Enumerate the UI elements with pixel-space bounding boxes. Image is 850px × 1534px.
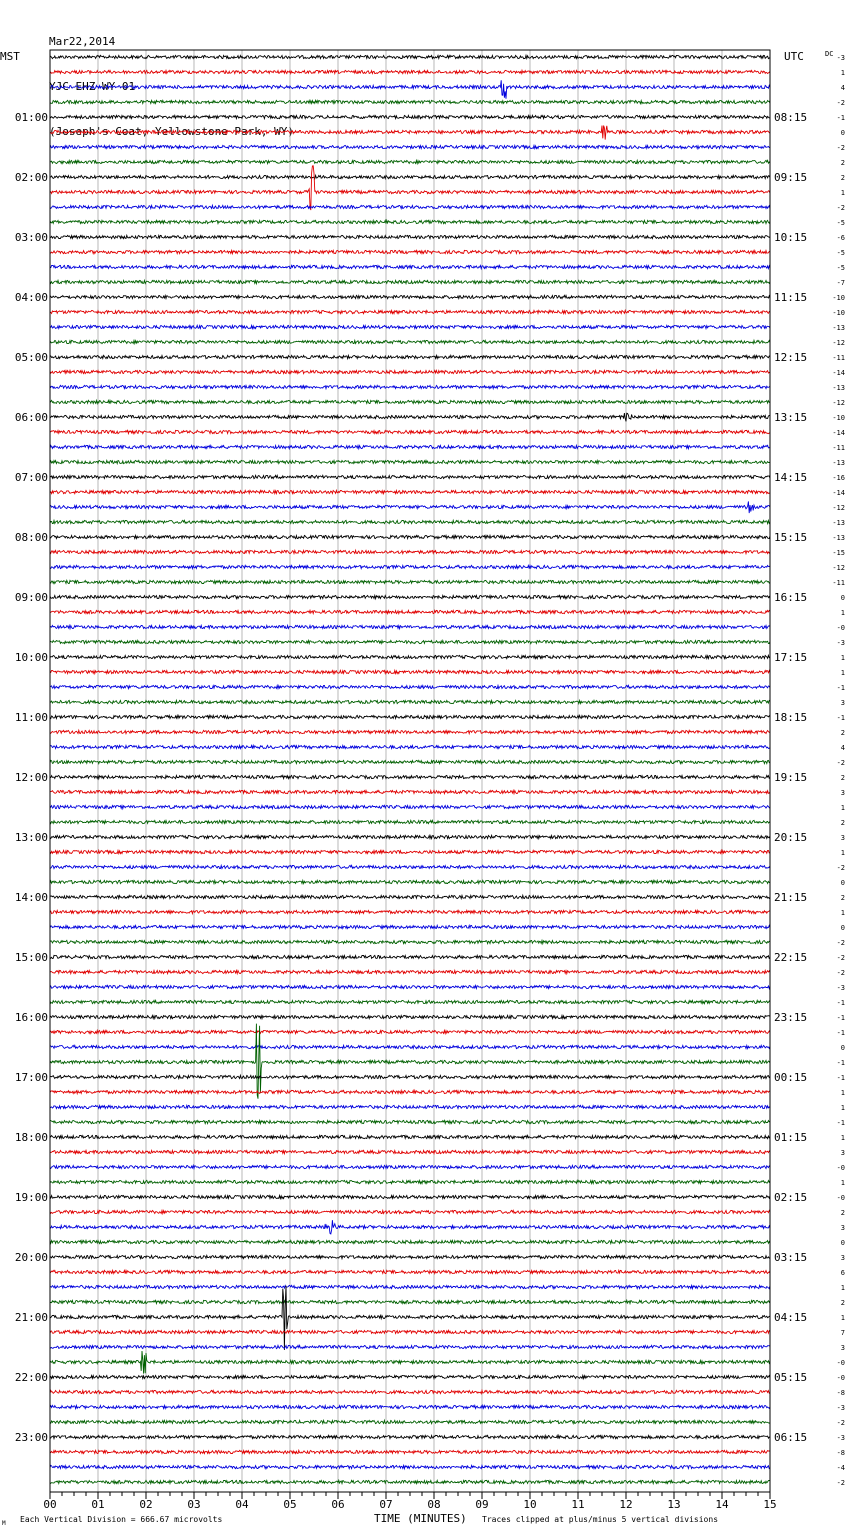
dc-offset-label: -1 [836, 1059, 845, 1067]
dc-offset-label: -1 [836, 1074, 845, 1082]
trace-5 [50, 126, 770, 140]
trace-65 [50, 1030, 770, 1033]
trace-82 [50, 1285, 770, 1288]
dc-offset-label: 2 [840, 819, 845, 827]
trace-30 [50, 501, 770, 513]
trace-71 [50, 1120, 770, 1123]
dc-offset-label: 1 [840, 609, 845, 617]
trace-10 [50, 205, 770, 208]
trace-25 [50, 430, 770, 433]
station-label: YJC EHZ WY 01 [49, 80, 136, 93]
dc-offset-label: -13 [832, 324, 845, 332]
dc-offset-label: -11 [832, 579, 845, 587]
dc-offset-label: -7 [836, 279, 845, 287]
trace-86 [50, 1345, 770, 1348]
trace-0 [50, 55, 770, 58]
dc-offset-label: -3 [836, 639, 845, 647]
dc-offset-label: -12 [832, 339, 845, 347]
dc-offset-label: 3 [840, 789, 845, 797]
trace-2 [50, 80, 770, 98]
right-hour-label: 13:15 [774, 411, 808, 424]
trace-17 [50, 310, 770, 313]
dc-offset-label: 3 [840, 1344, 845, 1352]
dc-offset-label: -2 [836, 954, 845, 962]
right-hour-label: 18:15 [774, 711, 808, 724]
x-tick-label: 15 [763, 1498, 777, 1511]
dc-offset-label: 3 [840, 834, 845, 842]
left-hour-label: 15:00 [14, 951, 48, 964]
trace-46 [50, 745, 770, 748]
trace-36 [50, 595, 770, 598]
x-tick-label: 01 [91, 1498, 105, 1511]
trace-55 [50, 880, 770, 883]
trace-79 [50, 1240, 770, 1243]
right-hour-label: 20:15 [774, 831, 808, 844]
dc-offset-label: -10 [832, 294, 845, 302]
trace-12 [50, 235, 770, 238]
left-hour-label: 23:00 [14, 1431, 48, 1444]
x-tick-label: 00 [43, 1498, 57, 1511]
trace-18 [50, 325, 770, 328]
x-tick-label: 12 [619, 1498, 633, 1511]
right-hour-label: 16:15 [774, 591, 808, 604]
x-tick-label: 02 [139, 1498, 153, 1511]
left-hour-label: 16:00 [14, 1011, 48, 1024]
dc-offset-label: 7 [840, 1329, 845, 1337]
dc-offset-label: -1 [836, 714, 845, 722]
left-hour-label: 20:00 [14, 1251, 48, 1264]
dc-offset-label: 0 [840, 594, 845, 602]
dc-offset-label: 2 [840, 1209, 845, 1217]
dc-offset-label: 2 [840, 174, 845, 182]
trace-80 [50, 1255, 770, 1258]
trace-40 [50, 655, 770, 658]
trace-11 [50, 220, 770, 223]
trace-75 [50, 1180, 770, 1183]
trace-92 [50, 1435, 770, 1438]
dc-offset-label: 1 [840, 1089, 845, 1097]
dc-column-label: DC [825, 50, 834, 58]
dc-offset-label: 1 [840, 909, 845, 917]
trace-77 [50, 1210, 770, 1213]
right-hour-label: 05:15 [774, 1371, 808, 1384]
trace-3 [50, 100, 770, 103]
dc-offset-label: -10 [832, 309, 845, 317]
trace-88 [50, 1375, 770, 1378]
trace-69 [50, 1090, 770, 1093]
dc-offset-label: 1 [840, 804, 845, 812]
trace-93 [50, 1450, 770, 1453]
axis-labels [0, 50, 845, 1511]
trace-89 [50, 1390, 770, 1393]
trace-53 [50, 850, 770, 853]
left-hour-label: 07:00 [14, 471, 48, 484]
dc-offset-label: 1 [840, 1314, 845, 1322]
trace-16 [50, 295, 770, 298]
x-tick-label: 05 [283, 1498, 297, 1511]
trace-76 [50, 1195, 770, 1198]
dc-offset-label: -2 [836, 939, 845, 947]
x-tick-label: 13 [667, 1498, 681, 1511]
dc-offset-label: -16 [832, 474, 845, 482]
trace-51 [50, 820, 770, 823]
trace-22 [50, 385, 770, 388]
left-hour-label: 14:00 [14, 891, 48, 904]
dc-offset-label: -2 [836, 1479, 845, 1487]
trace-37 [50, 610, 770, 613]
trace-73 [50, 1150, 770, 1153]
traces [50, 55, 770, 1483]
right-hour-label: 01:15 [774, 1131, 808, 1144]
dc-offset-label: -8 [836, 1389, 845, 1397]
right-hour-label: 10:15 [774, 231, 808, 244]
trace-27 [50, 460, 770, 463]
trace-34 [50, 565, 770, 568]
left-hour-label: 13:00 [14, 831, 48, 844]
dc-offset-label: -13 [832, 534, 845, 542]
dc-offset-label: 2 [840, 894, 845, 902]
dc-offset-label: 3 [840, 699, 845, 707]
dc-offset-label: -6 [836, 234, 845, 242]
trace-95 [50, 1480, 770, 1483]
left-hour-label: 10:00 [14, 651, 48, 664]
right-hour-label: 09:15 [774, 171, 808, 184]
trace-94 [50, 1465, 770, 1468]
trace-21 [50, 370, 770, 373]
left-hour-label: 21:00 [14, 1311, 48, 1324]
trace-84 [50, 1286, 770, 1350]
x-axis-label: TIME (MINUTES) [374, 1512, 467, 1525]
x-tick-label: 10 [523, 1498, 537, 1511]
dc-offset-label: -11 [832, 444, 845, 452]
dc-offset-label: 2 [840, 774, 845, 782]
trace-44 [50, 715, 770, 718]
dc-offset-label: -13 [832, 459, 845, 467]
location-label: (Joseph's Coat, Yellowstone Park, WY) [49, 125, 295, 138]
x-tick-label: 08 [427, 1498, 441, 1511]
trace-33 [50, 550, 770, 553]
trace-42 [50, 685, 770, 688]
trace-67 [50, 1024, 770, 1099]
dc-offset-label: -12 [832, 399, 845, 407]
trace-64 [50, 1015, 770, 1018]
trace-57 [50, 910, 770, 913]
dc-offset-label: 1 [840, 1104, 845, 1112]
dc-offset-label: -3 [836, 1434, 845, 1442]
right-hour-label: 14:15 [774, 471, 808, 484]
dc-offset-label: -1 [836, 1014, 845, 1022]
dc-offset-label: -4 [836, 1464, 845, 1472]
trace-23 [50, 400, 770, 403]
dc-offset-label: -15 [832, 549, 845, 557]
trace-20 [50, 355, 770, 358]
dc-offset-label: -11 [832, 354, 845, 362]
dc-offset-label: 0 [840, 1044, 845, 1052]
dc-offset-label: 3 [840, 1224, 845, 1232]
trace-48 [50, 775, 770, 778]
dc-offset-label: -1 [836, 1029, 845, 1037]
left-hour-label: 06:00 [14, 411, 48, 424]
trace-61 [50, 970, 770, 973]
dc-offset-label: -1 [836, 684, 845, 692]
x-tick-label: 03 [187, 1498, 201, 1511]
dc-offset-label: -12 [832, 504, 845, 512]
dc-offset-label: 3 [840, 1149, 845, 1157]
dc-offset-label: -1 [836, 1119, 845, 1127]
left-hour-label: 12:00 [14, 771, 48, 784]
left-hour-label: 18:00 [14, 1131, 48, 1144]
trace-6 [50, 145, 770, 148]
date-label: Mar22,2014 [49, 35, 116, 48]
dc-offset-label: 1 [840, 1284, 845, 1292]
trace-24 [50, 413, 770, 421]
right-hour-label: 11:15 [774, 291, 808, 304]
right-hour-label: 12:15 [774, 351, 808, 364]
clip-note: Traces clipped at plus/minus 5 vertical divisions [482, 1515, 719, 1524]
trace-14 [50, 265, 770, 268]
dc-offset-label: 0 [840, 129, 845, 137]
dc-offset-label: 4 [840, 84, 845, 92]
trace-90 [50, 1405, 770, 1408]
dc-offset-label: 6 [840, 1269, 845, 1277]
dc-offset-label: 1 [840, 1134, 845, 1142]
vertical-division-note: Each Vertical Division = 666.67 microvolts [20, 1515, 223, 1524]
trace-68 [50, 1075, 770, 1078]
trace-7 [50, 160, 770, 163]
trace-81 [50, 1270, 770, 1273]
dc-offset-label: -1 [836, 114, 845, 122]
trace-83 [50, 1300, 770, 1303]
dc-offset-label: -2 [836, 99, 845, 107]
dc-offset-label: -0 [836, 1164, 845, 1172]
dc-offset-label: 1 [840, 654, 845, 662]
right-hour-label: 02:15 [774, 1191, 808, 1204]
dc-offset-label: 0 [840, 1239, 845, 1247]
trace-70 [50, 1105, 770, 1108]
trace-72 [50, 1135, 770, 1138]
dc-offset-label: -0 [836, 1194, 845, 1202]
right-hour-label: 03:15 [774, 1251, 808, 1264]
trace-43 [50, 700, 770, 703]
left-hour-label: 09:00 [14, 591, 48, 604]
trace-39 [50, 640, 770, 643]
dc-offset-label: -1 [836, 999, 845, 1007]
dc-offset-label: 1 [840, 669, 845, 677]
right-hour-label: 21:15 [774, 891, 808, 904]
trace-47 [50, 760, 770, 763]
dc-offset-label: -13 [832, 519, 845, 527]
left-hour-label: 22:00 [14, 1371, 48, 1384]
trace-74 [50, 1165, 770, 1168]
dc-offset-label: 2 [840, 1299, 845, 1307]
dc-offset-label: 0 [840, 879, 845, 887]
trace-58 [50, 925, 770, 928]
dc-offset-label: -3 [836, 984, 845, 992]
left-hour-label: 01:00 [14, 111, 48, 124]
dc-offset-label: 1 [840, 69, 845, 77]
trace-54 [50, 865, 770, 868]
trace-56 [50, 895, 770, 898]
dc-offset-label: -10 [832, 414, 845, 422]
dc-offset-label: -2 [836, 759, 845, 767]
trace-41 [50, 670, 770, 673]
x-tick-label: 06 [331, 1498, 345, 1511]
trace-60 [50, 955, 770, 958]
right-axis-label: UTC [784, 50, 804, 63]
right-hour-label: 06:15 [774, 1431, 808, 1444]
dc-offset-label: 2 [840, 729, 845, 737]
trace-52 [50, 835, 770, 838]
x-tick-label: 14 [715, 1498, 729, 1511]
dc-offset-label: -14 [832, 369, 845, 377]
corner-mark: M [2, 1520, 6, 1527]
right-hour-label: 15:15 [774, 531, 808, 544]
trace-78 [50, 1220, 770, 1234]
trace-62 [50, 985, 770, 988]
trace-35 [50, 580, 770, 583]
right-hour-label: 17:15 [774, 651, 808, 664]
trace-63 [50, 1000, 770, 1003]
dc-offset-label: -2 [836, 1419, 845, 1427]
x-tick-label: 09 [475, 1498, 489, 1511]
dc-offset-label: -0 [836, 1359, 845, 1367]
dc-offset-label: 4 [840, 744, 845, 752]
dc-offset-label: -14 [832, 489, 845, 497]
trace-32 [50, 535, 770, 538]
trace-26 [50, 445, 770, 448]
trace-29 [50, 490, 770, 493]
x-tick-label: 11 [571, 1498, 585, 1511]
dc-offset-label: -0 [836, 624, 845, 632]
dc-offset-label: -2 [836, 864, 845, 872]
left-hour-label: 03:00 [14, 231, 48, 244]
left-hour-label: 17:00 [14, 1071, 48, 1084]
trace-38 [50, 625, 770, 628]
left-hour-label: 05:00 [14, 351, 48, 364]
dc-offset-label: 2 [840, 159, 845, 167]
dc-offset-label: -14 [832, 429, 845, 437]
dc-offset-label: -5 [836, 249, 845, 257]
right-hour-label: 19:15 [774, 771, 808, 784]
x-tick-label: 07 [379, 1498, 393, 1511]
trace-8 [50, 175, 770, 178]
dc-offset-label: -12 [832, 564, 845, 572]
trace-50 [50, 805, 770, 808]
dc-offset-label: -2 [836, 204, 845, 212]
trace-9 [50, 166, 770, 210]
trace-15 [50, 280, 770, 283]
trace-13 [50, 250, 770, 253]
dc-offset-label: -5 [836, 219, 845, 227]
right-hour-label: 04:15 [774, 1311, 808, 1324]
trace-28 [50, 475, 770, 478]
left-hour-label: 02:00 [14, 171, 48, 184]
trace-59 [50, 940, 770, 943]
trace-31 [50, 520, 770, 523]
dc-offset-label: 1 [840, 849, 845, 857]
dc-offset-label: -0 [836, 1374, 845, 1382]
right-hour-label: 00:15 [774, 1071, 808, 1084]
left-hour-label: 08:00 [14, 531, 48, 544]
dc-offset-label: -2 [836, 144, 845, 152]
right-hour-label: 22:15 [774, 951, 808, 964]
trace-87 [50, 1351, 770, 1374]
dc-offset-label: 1 [840, 1179, 845, 1187]
trace-1 [50, 70, 770, 73]
dc-offset-label: -3 [836, 54, 845, 62]
left-axis-label: MST [0, 50, 20, 63]
dc-offset-label: -3 [836, 1404, 845, 1412]
left-hour-label: 11:00 [14, 711, 48, 724]
left-hour-label: 19:00 [14, 1191, 48, 1204]
trace-19 [50, 340, 770, 343]
x-tick-label: 04 [235, 1498, 249, 1511]
trace-91 [50, 1420, 770, 1423]
dc-offset-label: -5 [836, 264, 845, 272]
dc-offset-label: 1 [840, 189, 845, 197]
trace-4 [50, 115, 770, 118]
trace-85 [50, 1330, 770, 1333]
trace-49 [50, 790, 770, 793]
dc-offset-label: -8 [836, 1449, 845, 1457]
trace-45 [50, 730, 770, 733]
dc-offset-label: 3 [840, 1254, 845, 1262]
dc-offset-label: -2 [836, 969, 845, 977]
trace-66 [50, 1045, 770, 1048]
right-hour-label: 23:15 [774, 1011, 808, 1024]
right-hour-label: 08:15 [774, 111, 808, 124]
left-hour-label: 04:00 [14, 291, 48, 304]
dc-offset-label: -13 [832, 384, 845, 392]
dc-offset-label: 0 [840, 924, 845, 932]
